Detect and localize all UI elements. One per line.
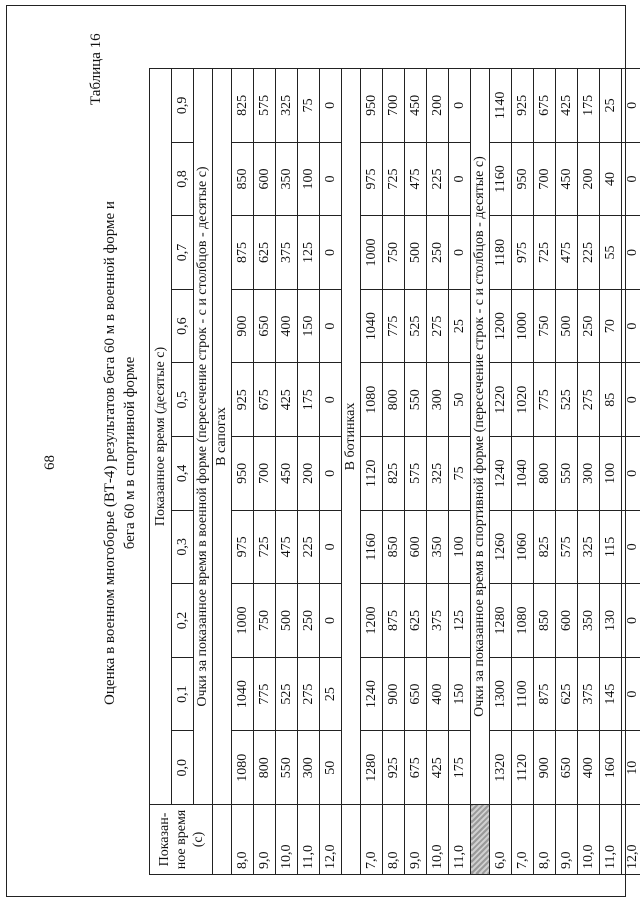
row-time: 12,0 [622,805,640,875]
score-cell: 550 [276,731,298,805]
score-cell: 1000 [512,289,534,363]
score-cell: 75 [298,69,320,143]
table-row [622,69,640,875]
score-cell: 1200 [361,584,383,658]
score-cell: 725 [534,216,556,290]
score-cell: 575 [556,510,578,584]
score-cell: 300 [298,731,320,805]
column-header: 0,7 [172,216,194,290]
score-cell: 1040 [361,289,383,363]
table-caption: Таблица 16 [88,33,104,105]
score-cell: 1000 [361,216,383,290]
marked-cell [471,805,490,875]
score-cell: 40 [600,142,622,216]
score-cell: 1180 [490,216,512,290]
score-cell: 625 [556,657,578,731]
score-cell: 675 [254,363,276,437]
score-cell: 525 [405,289,427,363]
score-cell: 950 [512,142,534,216]
score-cell: 0 [449,69,471,143]
score-cell: 1220 [490,363,512,437]
table-row [383,69,405,875]
score-cell: 1240 [361,657,383,731]
score-cell: 1020 [512,363,534,437]
score-cell: 650 [556,731,578,805]
row-time: 9,0 [556,805,578,875]
column-header-row [172,69,194,875]
score-cell: 375 [578,657,600,731]
score-table [149,68,640,875]
score-cell: 700 [383,69,405,143]
score-cell: 115 [600,510,622,584]
score-cell: 500 [556,289,578,363]
score-cell: 0 [320,510,342,584]
column-header: 0,4 [172,437,194,511]
score-cell: 725 [383,142,405,216]
score-cell: 900 [232,289,254,363]
table-row [512,69,534,875]
score-cell: 200 [427,69,449,143]
score-cell: 10 [622,731,640,805]
group-row [342,69,361,875]
score-cell: 75 [449,437,471,511]
score-cell: 145 [600,657,622,731]
section-subtitle: Очки за показанное время в военной форме (пересечение строк - с и столбцов - десятые с) [194,69,213,805]
table-row [534,69,556,875]
score-cell: 0 [622,363,640,437]
row-time: 10,0 [427,805,449,875]
score-cell: 1000 [232,584,254,658]
score-cell: 1160 [361,510,383,584]
score-cell: 600 [556,584,578,658]
page-number: 68 [42,455,58,470]
score-cell: 1160 [490,142,512,216]
score-cell: 0 [449,216,471,290]
score-cell: 850 [232,142,254,216]
score-cell: 175 [578,69,600,143]
score-cell: 225 [298,510,320,584]
row-time: 6,0 [490,805,512,875]
score-cell: 925 [512,69,534,143]
score-cell: 0 [320,216,342,290]
score-cell: 50 [449,363,471,437]
score-cell: 1260 [490,510,512,584]
score-cell: 70 [600,289,622,363]
score-cell: 975 [232,510,254,584]
column-header: 0,5 [172,363,194,437]
score-cell: 425 [276,363,298,437]
row-time: 9,0 [405,805,427,875]
row-time: 7,0 [512,805,534,875]
score-cell: 250 [298,584,320,658]
score-cell: 100 [600,437,622,511]
column-header: 0,2 [172,584,194,658]
score-cell: 950 [232,437,254,511]
score-cell: 275 [427,289,449,363]
rotated-page-content [0,25,640,905]
score-cell: 0 [622,657,640,731]
row-header-cell: Показан-ное время (с) [150,805,213,875]
row-time: 8,0 [534,805,556,875]
score-cell: 650 [405,657,427,731]
score-cell: 575 [405,437,427,511]
score-cell: 1300 [490,657,512,731]
score-cell: 350 [276,142,298,216]
score-cell: 800 [534,437,556,511]
title-line-2: бега 60 м в спортивной форме [122,356,138,550]
score-cell: 825 [232,69,254,143]
score-cell: 850 [534,584,556,658]
score-cell: 800 [254,731,276,805]
score-cell: 375 [427,584,449,658]
table-row [232,69,254,875]
score-cell: 700 [534,142,556,216]
table-row [298,69,320,875]
score-cell: 575 [254,69,276,143]
score-cell: 300 [578,437,600,511]
score-cell: 0 [320,437,342,511]
score-cell: 775 [254,657,276,731]
score-cell: 425 [556,69,578,143]
score-cell: 25 [600,69,622,143]
score-cell: 25 [449,289,471,363]
shown-time-header: Показанное время (десятые с) [150,69,172,805]
title-line-1: Оценка в военном многоборье (ВТ-4) результатов бега 60 м в военной форме и [102,201,118,705]
score-cell: 0 [320,142,342,216]
score-cell: 650 [254,289,276,363]
score-cell: 325 [427,437,449,511]
score-cell: 0 [622,437,640,511]
row-time: 11,0 [600,805,622,875]
table-row [320,69,342,875]
score-cell: 300 [427,363,449,437]
score-cell: 0 [622,289,640,363]
group-row [213,69,232,875]
section-subtitle-row [471,69,490,875]
score-cell: 0 [622,142,640,216]
score-cell: 350 [578,584,600,658]
row-time: 11,0 [298,805,320,875]
score-cell: 425 [427,731,449,805]
column-header: 0,9 [172,69,194,143]
score-cell: 50 [320,731,342,805]
score-cell: 625 [254,216,276,290]
column-header: 0,1 [172,657,194,731]
score-cell: 225 [578,216,600,290]
section-subtitle: Очки за показанное время в спортивной форме (пересечение строк - с и столбцов - десятые с) [471,69,490,805]
score-cell: 725 [254,510,276,584]
score-cell: 325 [276,69,298,143]
table-row [578,69,600,875]
table-row [427,69,449,875]
table-row [556,69,578,875]
score-cell: 1060 [512,510,534,584]
score-cell: 100 [449,510,471,584]
score-cell: 250 [578,289,600,363]
score-cell: 600 [254,142,276,216]
score-cell: 325 [578,510,600,584]
score-cell: 1280 [490,584,512,658]
score-cell: 0 [622,216,640,290]
score-cell: 400 [578,731,600,805]
score-cell: 25 [320,657,342,731]
column-header: 0,0 [172,731,194,805]
group-label: В ботинках [342,69,361,805]
row-time: 11,0 [449,805,471,875]
score-cell: 0 [320,69,342,143]
table-row [254,69,276,875]
row-time: 10,0 [276,805,298,875]
table-row [361,69,383,875]
score-cell: 925 [232,363,254,437]
score-cell: 1320 [490,731,512,805]
group-blank-cell [213,805,232,875]
score-cell: 200 [578,142,600,216]
score-cell: 475 [556,216,578,290]
column-header: 0,8 [172,142,194,216]
score-cell: 0 [320,289,342,363]
score-cell: 400 [276,289,298,363]
score-cell: 0 [622,584,640,658]
score-cell: 925 [383,731,405,805]
score-cell: 1040 [512,437,534,511]
score-cell: 0 [622,69,640,143]
score-cell: 900 [383,657,405,731]
score-cell: 1240 [490,437,512,511]
column-header: 0,6 [172,289,194,363]
score-cell: 550 [405,363,427,437]
score-cell: 400 [427,657,449,731]
score-cell: 85 [600,363,622,437]
section-subtitle-row [194,69,213,875]
score-cell: 775 [383,289,405,363]
score-cell: 875 [383,584,405,658]
row-time: 10,0 [578,805,600,875]
score-cell: 450 [556,142,578,216]
score-cell: 500 [276,584,298,658]
score-cell: 275 [578,363,600,437]
score-cell: 125 [449,584,471,658]
score-cell: 225 [427,142,449,216]
score-cell: 475 [276,510,298,584]
row-time: 8,0 [383,805,405,875]
score-cell: 750 [383,216,405,290]
score-cell: 900 [534,731,556,805]
score-cell: 525 [276,657,298,731]
score-cell: 850 [383,510,405,584]
score-cell: 950 [361,69,383,143]
score-cell: 1080 [232,731,254,805]
score-cell: 975 [361,142,383,216]
table-row [276,69,298,875]
score-cell: 100 [298,142,320,216]
row-time: 9,0 [254,805,276,875]
score-cell: 750 [254,584,276,658]
score-cell: 55 [600,216,622,290]
score-cell: 1140 [490,69,512,143]
score-cell: 275 [298,657,320,731]
score-cell: 500 [405,216,427,290]
row-time: 12,0 [320,805,342,875]
score-cell: 750 [534,289,556,363]
score-cell: 0 [622,510,640,584]
score-cell: 1280 [361,731,383,805]
score-cell: 525 [556,363,578,437]
row-time: 7,0 [361,805,383,875]
score-cell: 1080 [512,584,534,658]
score-cell: 975 [512,216,534,290]
score-cell: 130 [600,584,622,658]
table-row [405,69,427,875]
score-cell: 875 [534,657,556,731]
score-cell: 475 [405,142,427,216]
table-row [449,69,471,875]
score-cell: 625 [405,584,427,658]
score-cell: 250 [427,216,449,290]
score-cell: 0 [449,142,471,216]
score-cell: 0 [320,363,342,437]
score-cell: 160 [600,731,622,805]
score-cell: 450 [405,69,427,143]
score-cell: 1120 [361,437,383,511]
score-cell: 1100 [512,657,534,731]
score-cell: 600 [405,510,427,584]
score-cell: 175 [449,731,471,805]
score-cell: 800 [383,363,405,437]
table-row [600,69,622,875]
table-title [100,183,140,723]
table-row [490,69,512,875]
group-label: В сапогах [213,69,232,805]
row-time: 8,0 [232,805,254,875]
score-cell: 550 [556,437,578,511]
column-header: 0,3 [172,510,194,584]
score-cell: 200 [298,437,320,511]
group-blank-cell [342,805,361,875]
score-cell: 175 [298,363,320,437]
score-cell: 150 [298,289,320,363]
score-cell: 1200 [490,289,512,363]
score-cell: 700 [254,437,276,511]
score-cell: 375 [276,216,298,290]
score-cell: 0 [320,584,342,658]
score-cell: 1080 [361,363,383,437]
score-cell: 1040 [232,657,254,731]
score-cell: 125 [298,216,320,290]
score-cell: 775 [534,363,556,437]
score-cell: 150 [449,657,471,731]
score-cell: 1120 [512,731,534,805]
score-cell: 825 [383,437,405,511]
score-cell: 825 [534,510,556,584]
score-cell: 450 [276,437,298,511]
score-cell: 875 [232,216,254,290]
score-cell: 350 [427,510,449,584]
score-cell: 675 [405,731,427,805]
score-cell: 675 [534,69,556,143]
